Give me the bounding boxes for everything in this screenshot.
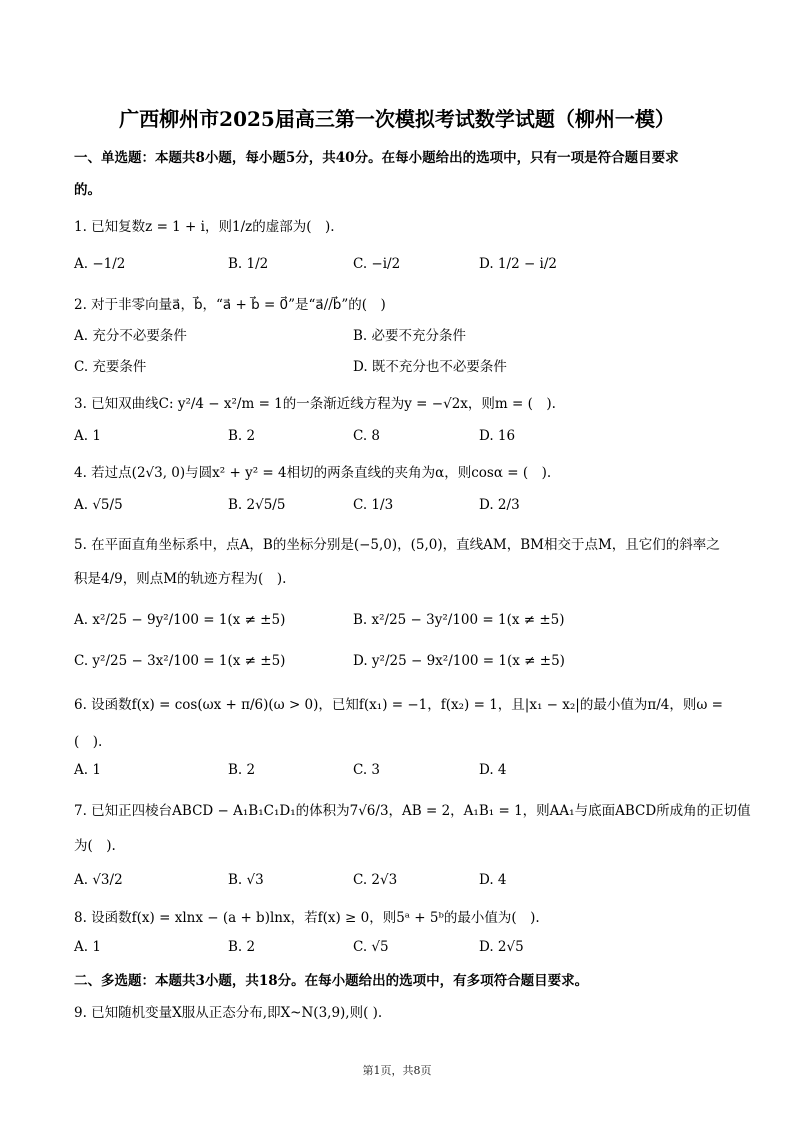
q5-option-b: B. x²/25 − 3y²/100 = 1(x ≠ ±5) (353, 612, 565, 628)
q6-stem-line2: ( ). (74, 734, 103, 750)
q3-option-a: A. 1 (74, 428, 101, 444)
q6-option-b: B. 2 (228, 762, 256, 778)
q9-stem: 9. 已知随机变量X服从正态分布,即X~N(3,9),则( ). (74, 1005, 383, 1021)
section2-header: 二、多选题：本题共3小题，共18分。在每小题给出的选项中，有多项符合题目要求。 (74, 973, 589, 989)
q7-stem-line1: 7. 已知正四棱台ABCD − A₁B₁C₁D₁的体积为7√6/3，AB = 2，A₁B₁ = 1，则AA₁与底面ABCD所成角的正切值 (74, 803, 751, 819)
q3-option-d: D. 16 (479, 428, 516, 444)
page-footer: 第1页，共8页 (362, 1064, 432, 1077)
q6-option-c: C. 3 (353, 762, 381, 778)
section1-header-line2: 的。 (74, 182, 101, 198)
q8-option-c: C. √5 (353, 939, 389, 955)
q8-option-a: A. 1 (74, 939, 101, 955)
q2-option-c: C. 充要条件 (74, 359, 147, 375)
q5-option-a: A. x²/25 − 9y²/100 = 1(x ≠ ±5) (74, 612, 286, 628)
q1-stem: 1. 已知复数z = 1 + i，则1/z的虚部为( ). (74, 219, 335, 235)
q7-option-d: D. 4 (479, 872, 507, 888)
q7-option-a: A. √3/2 (74, 872, 123, 888)
q6-stem-line1: 6. 设函数f(x) = cos(ωx + π/6)(ω > 0)，已知f(x₁) = −1，f(x₂) = 1，且|x₁ − x₂|的最小值为π/4，则ω = (74, 697, 723, 713)
q4-option-b: B. 2√5/5 (228, 497, 286, 513)
q2-option-a: A. 充分不必要条件 (74, 328, 187, 344)
q1-option-b: B. 1/2 (228, 256, 269, 272)
q7-option-b: B. √3 (228, 872, 264, 888)
q1-option-d: D. 1/2 − i/2 (479, 256, 558, 272)
section1-header-line1: 一、单选题：本题共8小题，每小题5分，共40分。在每小题给出的选项中，只有一项是符合题目要求 (74, 150, 679, 166)
q4-option-c: C. 1/3 (353, 497, 394, 513)
q5-stem-line1: 5. 在平面直角坐标系中，点A，B的坐标分别是(−5,0)，(5,0)，直线AM，BM相交于点M，且它们的斜率之 (74, 537, 720, 553)
q5-option-c: C. y²/25 − 3x²/100 = 1(x ≠ ±5) (74, 653, 286, 669)
q3-option-b: B. 2 (228, 428, 256, 444)
q8-stem: 8. 设函数f(x) = xlnx − (a + b)lnx，若f(x) ≥ 0，则5ᵃ + 5ᵇ的最小值为( ). (74, 910, 540, 926)
q5-option-d: D. y²/25 − 9x²/100 = 1(x ≠ ±5) (353, 653, 565, 669)
q1-option-a: A. −1/2 (74, 256, 126, 272)
q4-option-d: D. 2/3 (479, 497, 520, 513)
q2-option-d: D. 既不充分也不必要条件 (353, 359, 507, 375)
q2-option-b: B. 必要不充分条件 (353, 328, 467, 344)
q3-option-c: C. 8 (353, 428, 381, 444)
q3-stem: 3. 已知双曲线C: y²/4 − x²/m = 1的一条渐近线方程为y = −√2x，则m = ( ). (74, 396, 556, 412)
q7-stem-line2: 为( ). (74, 838, 116, 854)
q1-option-c: C. −i/2 (353, 256, 401, 272)
q4-option-a: A. √5/5 (74, 497, 123, 513)
q4-stem: 4. 若过点(2√3, 0)与圆x² + y² = 4相切的两条直线的夹角为α，则cosα = ( ). (74, 465, 552, 481)
page-title: 广西柳州市2025届高三第一次模拟考试数学试题（柳州一模） (119, 107, 675, 131)
q7-option-c: C. 2√3 (353, 872, 398, 888)
q8-option-b: B. 2 (228, 939, 256, 955)
q5-stem-line2: 积是4/9，则点M的轨迹方程为( ). (74, 571, 287, 587)
q2-stem: 2. 对于非零向量a⃗，b⃗，“a⃗ + b⃗ = 0⃗”是“a⃗//b⃗”的( ) (74, 297, 386, 313)
q8-option-d: D. 2√5 (479, 939, 524, 955)
q6-option-a: A. 1 (74, 762, 101, 778)
q6-option-d: D. 4 (479, 762, 507, 778)
